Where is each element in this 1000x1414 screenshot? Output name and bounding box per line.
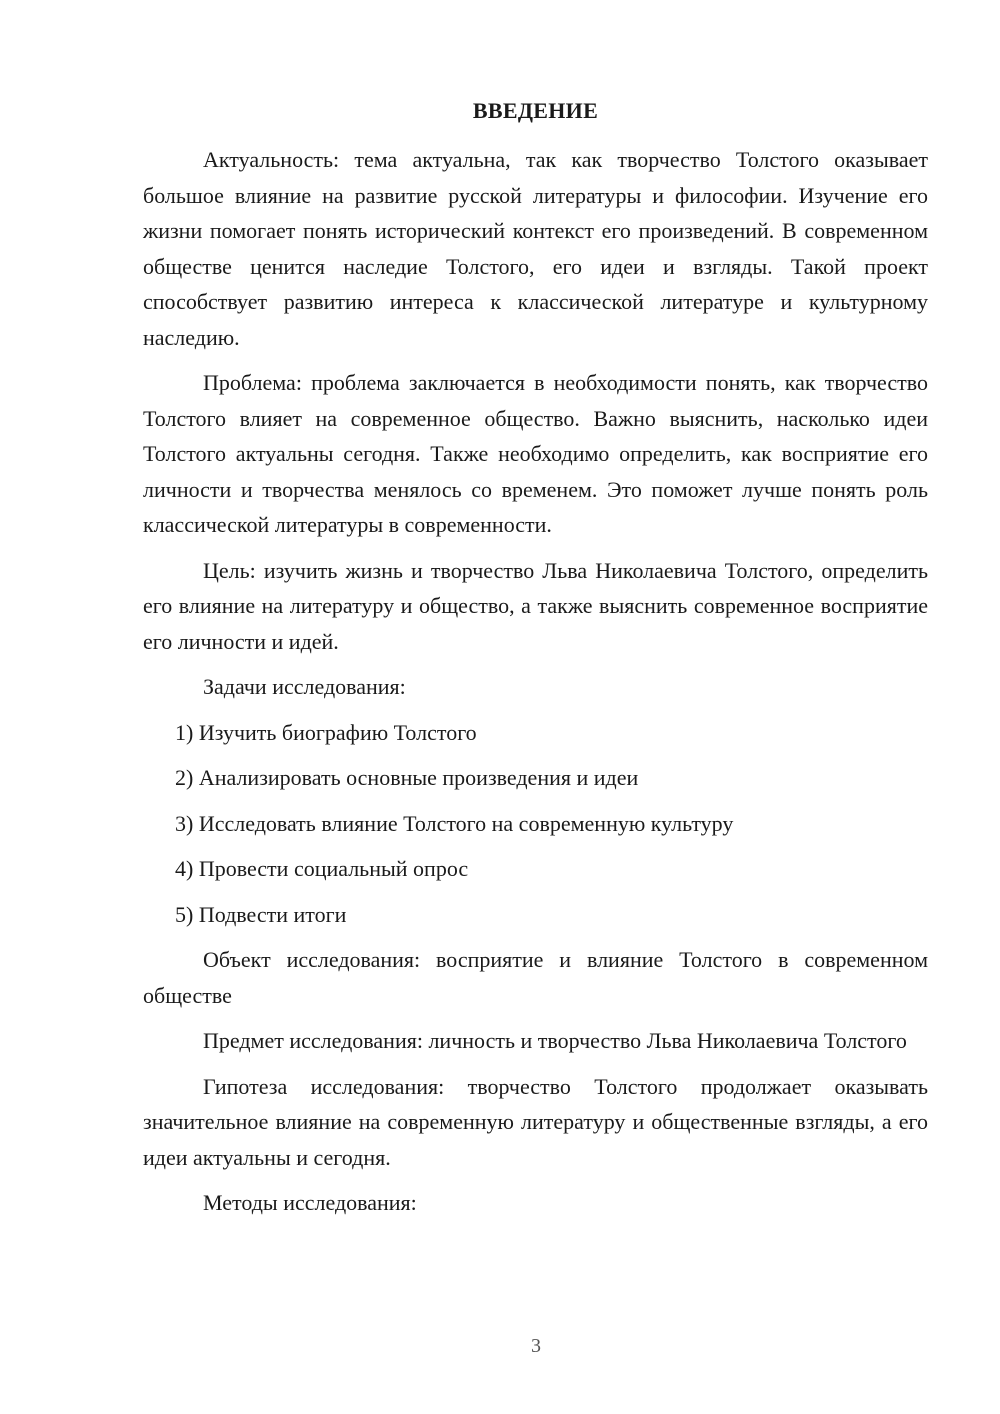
list-item: 4) Провести социальный опрос [175,856,469,881]
tasks-title: Задачи исследования: [203,674,406,699]
methods-paragraph: Методы исследования: [203,1190,417,1215]
list-item: 2) Анализировать основные произведения и идеи [175,765,639,790]
page-number: 3 [531,1335,541,1357]
object-paragraph: Объект исследования: восприятие и влияние Толстого в современном обществе [143,947,928,1008]
list-item: 3) Исследовать влияние Толстого на современную культуру [175,810,734,836]
hypothesis-paragraph: Гипотеза исследования: творчество Толстого продолжает оказывать значительное влияние на современную литературу и общественные взгляды, а его идеи актуальны и сегодня. [143,1073,928,1170]
relevance-paragraph: Актуальность: тема актуальна, так как творчество Толстого оказывает большое влияние на развитие русской литературы и философии. Изучение его жизни помогает понять исторический контекст его произведений. В современном обществе ценится наследие Толстого, его идеи и взгляды. Такой проект способствует развитию интереса к классической литературе и культурному наследию. [143,147,928,350]
list-item: 5) Подвести итоги [175,901,347,927]
document-page [143,95,928,1231]
tasks-list [143,715,928,933]
goal-paragraph: Цель: изучить жизнь и творчество Льва Николаевича Толстого, определить его влияние на литературу и общество, а также выяснить современное восприятие его личности и идей. [143,557,928,654]
subject-paragraph: Предмет исследования: личность и творчество Льва Николаевича Толстого [203,1028,907,1053]
problem-paragraph: Проблема: проблема заключается в необходимости понять, как творчество Толстого влияет на современное общество. Важно выяснить, насколько идеи Толстого актуальны сегодня. Также необходимо определить, как восприятие его личности и творчества менялось со временем. Это поможет лучше понять роль классической литературы в современности. [143,370,928,537]
section-heading: ВВЕДЕНИЕ [472,98,599,123]
list-item: 1) Изучить биографию Толстого [175,719,477,745]
